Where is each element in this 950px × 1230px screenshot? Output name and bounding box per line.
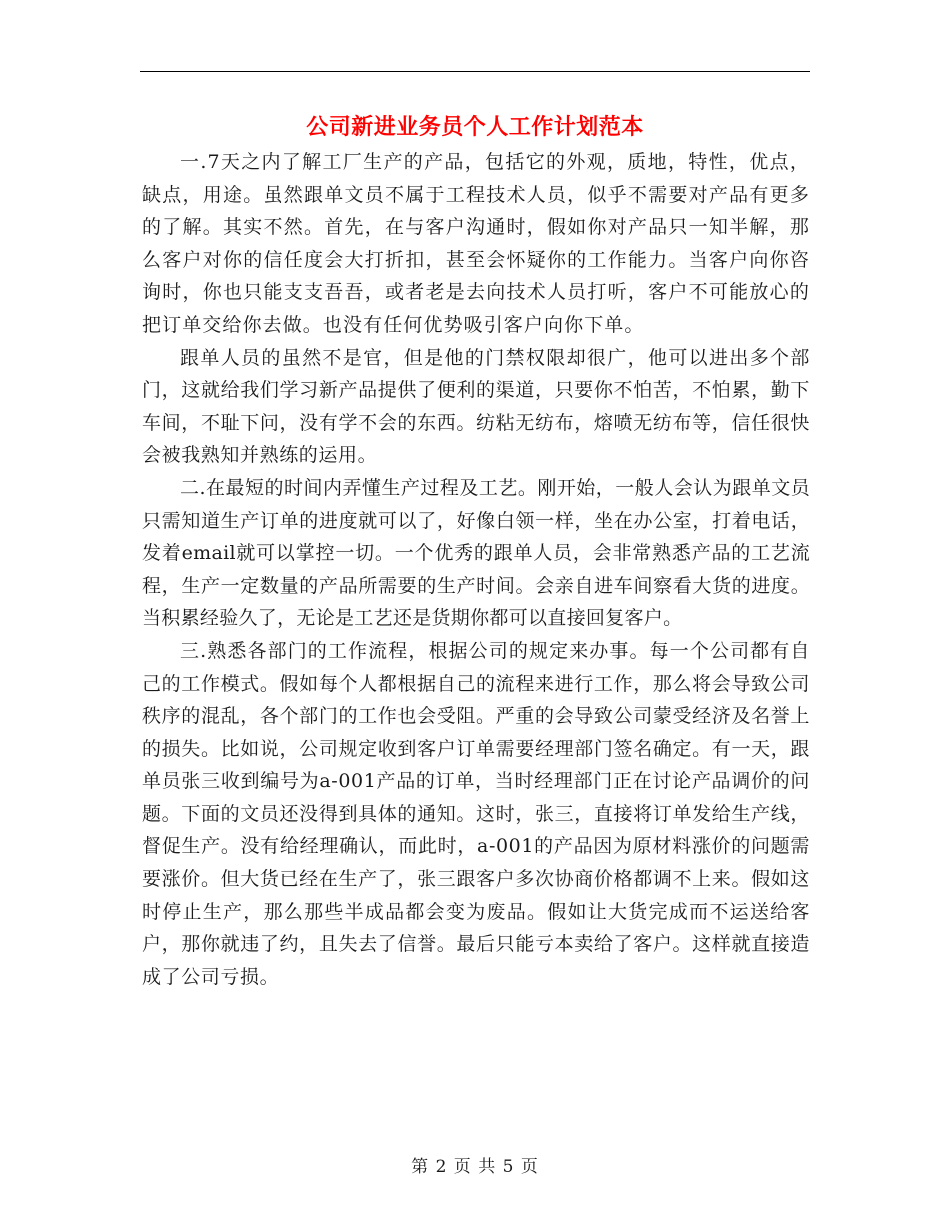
page-number-footer: 第 2 页 共 5 页 bbox=[411, 1157, 539, 1177]
paragraph: 三.熟悉各部门的工作流程，根据公司的规定来办事。每一个公司都有自己的工作模式。假如每个人都根据自己的流程来进行工作，那么将会导致公司秩序的混乱，各个部门的工作也会受阻。严重的会导致公司蒙受经济及名誉上的损失。比如说，公司规定收到客户订单需要经理部门签名确定。有一天，跟单员张三收到编号为a-001产品的订单，当时经理部门正在讨论产品调价的问题。下面的文员还没得到具体的通知。这时，张三，直接将订单发给生产线，督促生产。没有给经理确认，而此时，a-001的产品因为原材料涨价的问题需要涨价。但大货已经在生产了，张三跟客户多次协商价格都调不上来。假如这时停止生产，那么那些半成品都会变为废品。假如让大货完成而不运送给客户，那你就违了约，且失去了信誉。最后只能亏本卖给了客户。这样就直接造成了公司亏损。 bbox=[142, 639, 810, 988]
paragraph: 跟单人员的虽然不是官，但是他的门禁权限却很广，他可以进出多个部门，这就给我们学习新产品提供了便利的渠道，只要你不怕苦，不怕累，勤下车间，不耻下问，没有学不会的东西。纺粘无纺布，熔喷无纺布等，信任很快会被我熟知并熟练的运用。 bbox=[142, 346, 810, 467]
document-body bbox=[142, 146, 810, 993]
header-rule bbox=[140, 71, 810, 72]
document-title: 公司新进业务员个人工作计划范本 bbox=[306, 114, 644, 140]
paragraph: 一.7天之内了解工厂生产的产品，包括它的外观，质地，特性，优点，缺点，用途。虽然跟单文员不属于工程技术人员，似乎不需要对产品有更多的了解。其实不然。首先，在与客户沟通时，假如你对产品只一知半解，那么客户对你的信任度会大打折扣，甚至会怀疑你的工作能力。当客户向你咨询时，你也只能支支吾吾，或者老是去向技术人员打听，客户不可能放心的把订单交给你去做。也没有任何优势吸引客户向你下单。 bbox=[142, 151, 810, 336]
paragraph: 二.在最短的时间内弄懂生产过程及工艺。刚开始，一般人会认为跟单文员只需知道生产订单的进度就可以了，好像白领一样，坐在办公室，打着电话，发着email就可以掌控一切。一个优秀的跟单人员，会非常熟悉产品的工艺流程，生产一定数量的产品所需要的生产时间。会亲自进车间察看大货的进度。当积累经验久了，无论是工艺还是货期你都可以直接回复客户。 bbox=[142, 476, 810, 630]
